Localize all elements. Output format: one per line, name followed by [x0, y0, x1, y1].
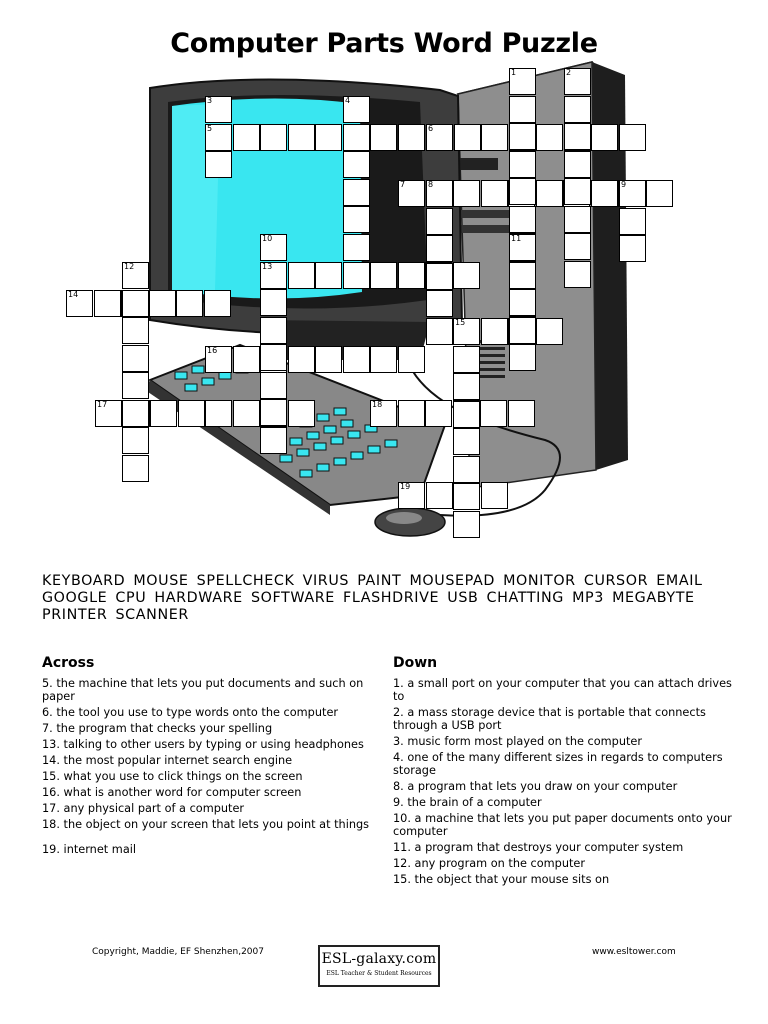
crossword-cell[interactable] — [288, 400, 315, 427]
crossword-cell[interactable] — [591, 180, 618, 207]
down-clue: 3. music form most played on the computer — [393, 735, 643, 748]
crossword-cell[interactable] — [398, 346, 425, 373]
crossword-cell[interactable] — [398, 400, 425, 427]
crossword-cell[interactable] — [619, 208, 646, 235]
website-text: www.esltower.com — [592, 947, 676, 957]
crossword-cell[interactable] — [509, 262, 536, 289]
clue-number: 4 — [345, 96, 351, 105]
across-clue: 19. internet mail — [42, 843, 137, 856]
across-clue: 15. what you use to click things on the screen — [42, 770, 303, 783]
crossword-cell[interactable] — [288, 124, 315, 151]
crossword-cell[interactable] — [150, 400, 177, 427]
crossword-cell[interactable] — [398, 262, 425, 289]
crossword-cell[interactable] — [646, 180, 673, 207]
crossword-cell[interactable] — [426, 208, 453, 235]
crossword-cell[interactable] — [509, 289, 536, 316]
word-bank: KEYBOARD MOUSE SPELLCHECK VIRUS PAINT MOUSEPAD MONITOR CURSOR EMAIL GOOGLE CPU HARDWARE SOFTWARE FLASHDRIVE USB CHATTING MP3 MEGABYTE PRINTER SCANNER — [42, 573, 703, 623]
clue-number: 18 — [372, 400, 383, 409]
down-clue: 10. a machine that lets you put paper documents onto your computer — [393, 812, 732, 838]
crossword-cell[interactable] — [509, 178, 536, 205]
crossword-cell[interactable] — [564, 206, 591, 233]
crossword-cell[interactable] — [205, 400, 232, 427]
crossword-cell[interactable] — [509, 151, 536, 178]
across-heading: Across — [42, 655, 95, 671]
down-clue: 12. any program on the computer — [393, 857, 586, 870]
crossword-cell[interactable] — [343, 206, 370, 233]
crossword-cell[interactable] — [453, 456, 480, 483]
clue-number: 9 — [621, 180, 627, 189]
crossword-cell[interactable] — [426, 263, 453, 290]
crossword-cell[interactable] — [564, 233, 591, 260]
clue-number: 3 — [207, 96, 213, 105]
logo-main-text: ESL-galaxy.com — [321, 951, 437, 967]
crossword-cell[interactable] — [398, 124, 425, 151]
down-clue: 4. one of the many different sizes in regards to computers storage — [393, 751, 723, 777]
crossword-cell[interactable] — [370, 124, 397, 151]
clue-number: 12 — [124, 262, 135, 271]
clue-number: 1 — [511, 68, 517, 77]
crossword-cell[interactable] — [315, 124, 342, 151]
crossword-cell[interactable] — [425, 400, 452, 427]
crossword-cell[interactable] — [260, 427, 287, 454]
crossword-cell[interactable] — [122, 427, 149, 454]
crossword-cell[interactable] — [343, 124, 370, 151]
down-heading: Down — [393, 655, 438, 671]
crossword-cell[interactable] — [260, 372, 287, 399]
crossword-cell[interactable] — [536, 180, 563, 207]
crossword-cell[interactable] — [564, 151, 591, 178]
crossword-cell[interactable] — [480, 400, 507, 427]
across-clue: 16. what is another word for computer screen — [42, 786, 302, 799]
down-clue: 9. the brain of a computer — [393, 796, 542, 809]
crossword-cell[interactable] — [343, 234, 370, 261]
clue-number: 6 — [428, 124, 434, 133]
crossword-cell[interactable] — [94, 290, 121, 317]
crossword-cell[interactable] — [260, 344, 287, 371]
crossword-cell[interactable] — [122, 317, 149, 344]
crossword-cell[interactable] — [122, 455, 149, 482]
clue-number: 19 — [400, 482, 411, 491]
clue-number: 2 — [566, 68, 572, 77]
crossword-cell[interactable] — [453, 346, 480, 373]
crossword-cell[interactable] — [536, 124, 563, 151]
crossword-cell[interactable] — [122, 400, 149, 427]
crossword-cell[interactable] — [233, 124, 260, 151]
crossword-cell[interactable] — [536, 318, 563, 345]
crossword-cell[interactable] — [288, 346, 315, 373]
crossword-cell[interactable] — [233, 400, 260, 427]
crossword-cell[interactable] — [204, 290, 231, 317]
crossword-cell[interactable] — [453, 180, 480, 207]
crossword-cell[interactable] — [343, 151, 370, 178]
crossword-cell[interactable] — [453, 373, 480, 400]
clue-number: 14 — [68, 290, 79, 299]
crossword-cell[interactable] — [122, 372, 149, 399]
crossword-cell[interactable] — [481, 124, 508, 151]
crossword-cell[interactable] — [453, 483, 480, 510]
crossword-cell[interactable] — [564, 96, 591, 123]
crossword-cell[interactable] — [564, 178, 591, 205]
crossword-cell[interactable] — [260, 399, 287, 426]
across-clue: 5. the machine that lets you put documents and such on paper — [42, 677, 364, 703]
across-clue: 13. talking to other users by typing or using headphones — [42, 738, 364, 751]
clue-number: 5 — [207, 124, 213, 133]
crossword-cell[interactable] — [509, 96, 536, 123]
puzzle-title: Computer Parts Word Puzzle — [170, 28, 598, 59]
crossword-cell[interactable] — [481, 482, 508, 509]
crossword-cell[interactable] — [508, 400, 535, 427]
crossword-cell[interactable] — [370, 346, 397, 373]
crossword-cell[interactable] — [453, 401, 480, 428]
logo-sub-text: ESL Teacher & Student Resources — [326, 970, 432, 977]
crossword-cell[interactable] — [426, 318, 453, 345]
clue-number: 7 — [400, 180, 406, 189]
crossword-cell[interactable] — [509, 123, 536, 150]
copyright-text: Copyright, Maddie, EF Shenzhen,2007 — [92, 947, 264, 957]
crossword-cell[interactable] — [509, 344, 536, 371]
crossword-cell[interactable] — [288, 262, 315, 289]
crossword-cell[interactable] — [122, 290, 149, 317]
crossword-cell[interactable] — [453, 428, 480, 455]
crossword-cell[interactable] — [426, 482, 453, 509]
crossword-cell[interactable] — [178, 400, 205, 427]
crossword-cell[interactable] — [205, 151, 232, 178]
crossword-cell[interactable] — [343, 262, 370, 289]
crossword-cell[interactable] — [481, 180, 508, 207]
crossword-cell[interactable] — [122, 345, 149, 372]
clue-number: 10 — [262, 234, 273, 243]
across-clues — [42, 655, 382, 859]
crossword-cell[interactable] — [315, 346, 342, 373]
crossword-cell[interactable] — [260, 289, 287, 316]
down-clues — [393, 655, 733, 889]
across-clue: 6. the tool you use to type words onto the computer — [42, 706, 339, 719]
crossword-cell[interactable] — [260, 124, 287, 151]
clue-number: 16 — [207, 346, 218, 355]
crossword-cell[interactable] — [481, 318, 508, 345]
clue-number: 15 — [455, 318, 466, 327]
down-clue: 8. a program that lets you draw on your computer — [393, 780, 678, 793]
down-clue: 1. a small port on your computer that you can attach drives to — [393, 677, 732, 703]
crossword-cell[interactable] — [619, 235, 646, 262]
down-clue: 15. the object that your mouse sits on — [393, 873, 610, 886]
crossword-cell[interactable] — [176, 290, 203, 317]
crossword-cell[interactable] — [315, 262, 342, 289]
crossword-cell[interactable] — [454, 124, 481, 151]
clue-number: 8 — [428, 180, 434, 189]
crossword-cell[interactable] — [564, 261, 591, 288]
across-clue: 17. any physical part of a computer — [42, 802, 245, 815]
crossword-cell[interactable] — [453, 262, 480, 289]
crossword-cell[interactable] — [509, 317, 536, 344]
crossword-cell[interactable] — [564, 123, 591, 150]
clue-number: 17 — [97, 400, 108, 409]
across-clue: 14. the most popular internet search engine — [42, 754, 293, 767]
esl-galaxy-logo — [318, 945, 440, 987]
crossword-cell[interactable] — [619, 124, 646, 151]
crossword-cell[interactable] — [591, 124, 618, 151]
crossword-cell[interactable] — [426, 235, 453, 262]
clue-number: 13 — [262, 262, 273, 271]
crossword-cell[interactable] — [343, 179, 370, 206]
across-clue: 18. the object on your screen that lets you point at things — [42, 818, 370, 831]
down-clue: 11. a program that destroys your computer system — [393, 841, 684, 854]
crossword-cell[interactable] — [509, 206, 536, 233]
crossword-cell[interactable] — [453, 511, 480, 538]
down-clue: 2. a mass storage device that is portable that connects through a USB port — [393, 706, 706, 732]
crossword-cell[interactable] — [370, 262, 397, 289]
crossword-cell[interactable] — [233, 346, 260, 373]
crossword-cell[interactable] — [149, 290, 176, 317]
crossword-cell[interactable] — [260, 317, 287, 344]
across-clue: 7. the program that checks your spelling — [42, 722, 273, 735]
crossword-cell[interactable] — [426, 290, 453, 317]
clue-number: 11 — [511, 234, 522, 243]
crossword-cell[interactable] — [343, 346, 370, 373]
